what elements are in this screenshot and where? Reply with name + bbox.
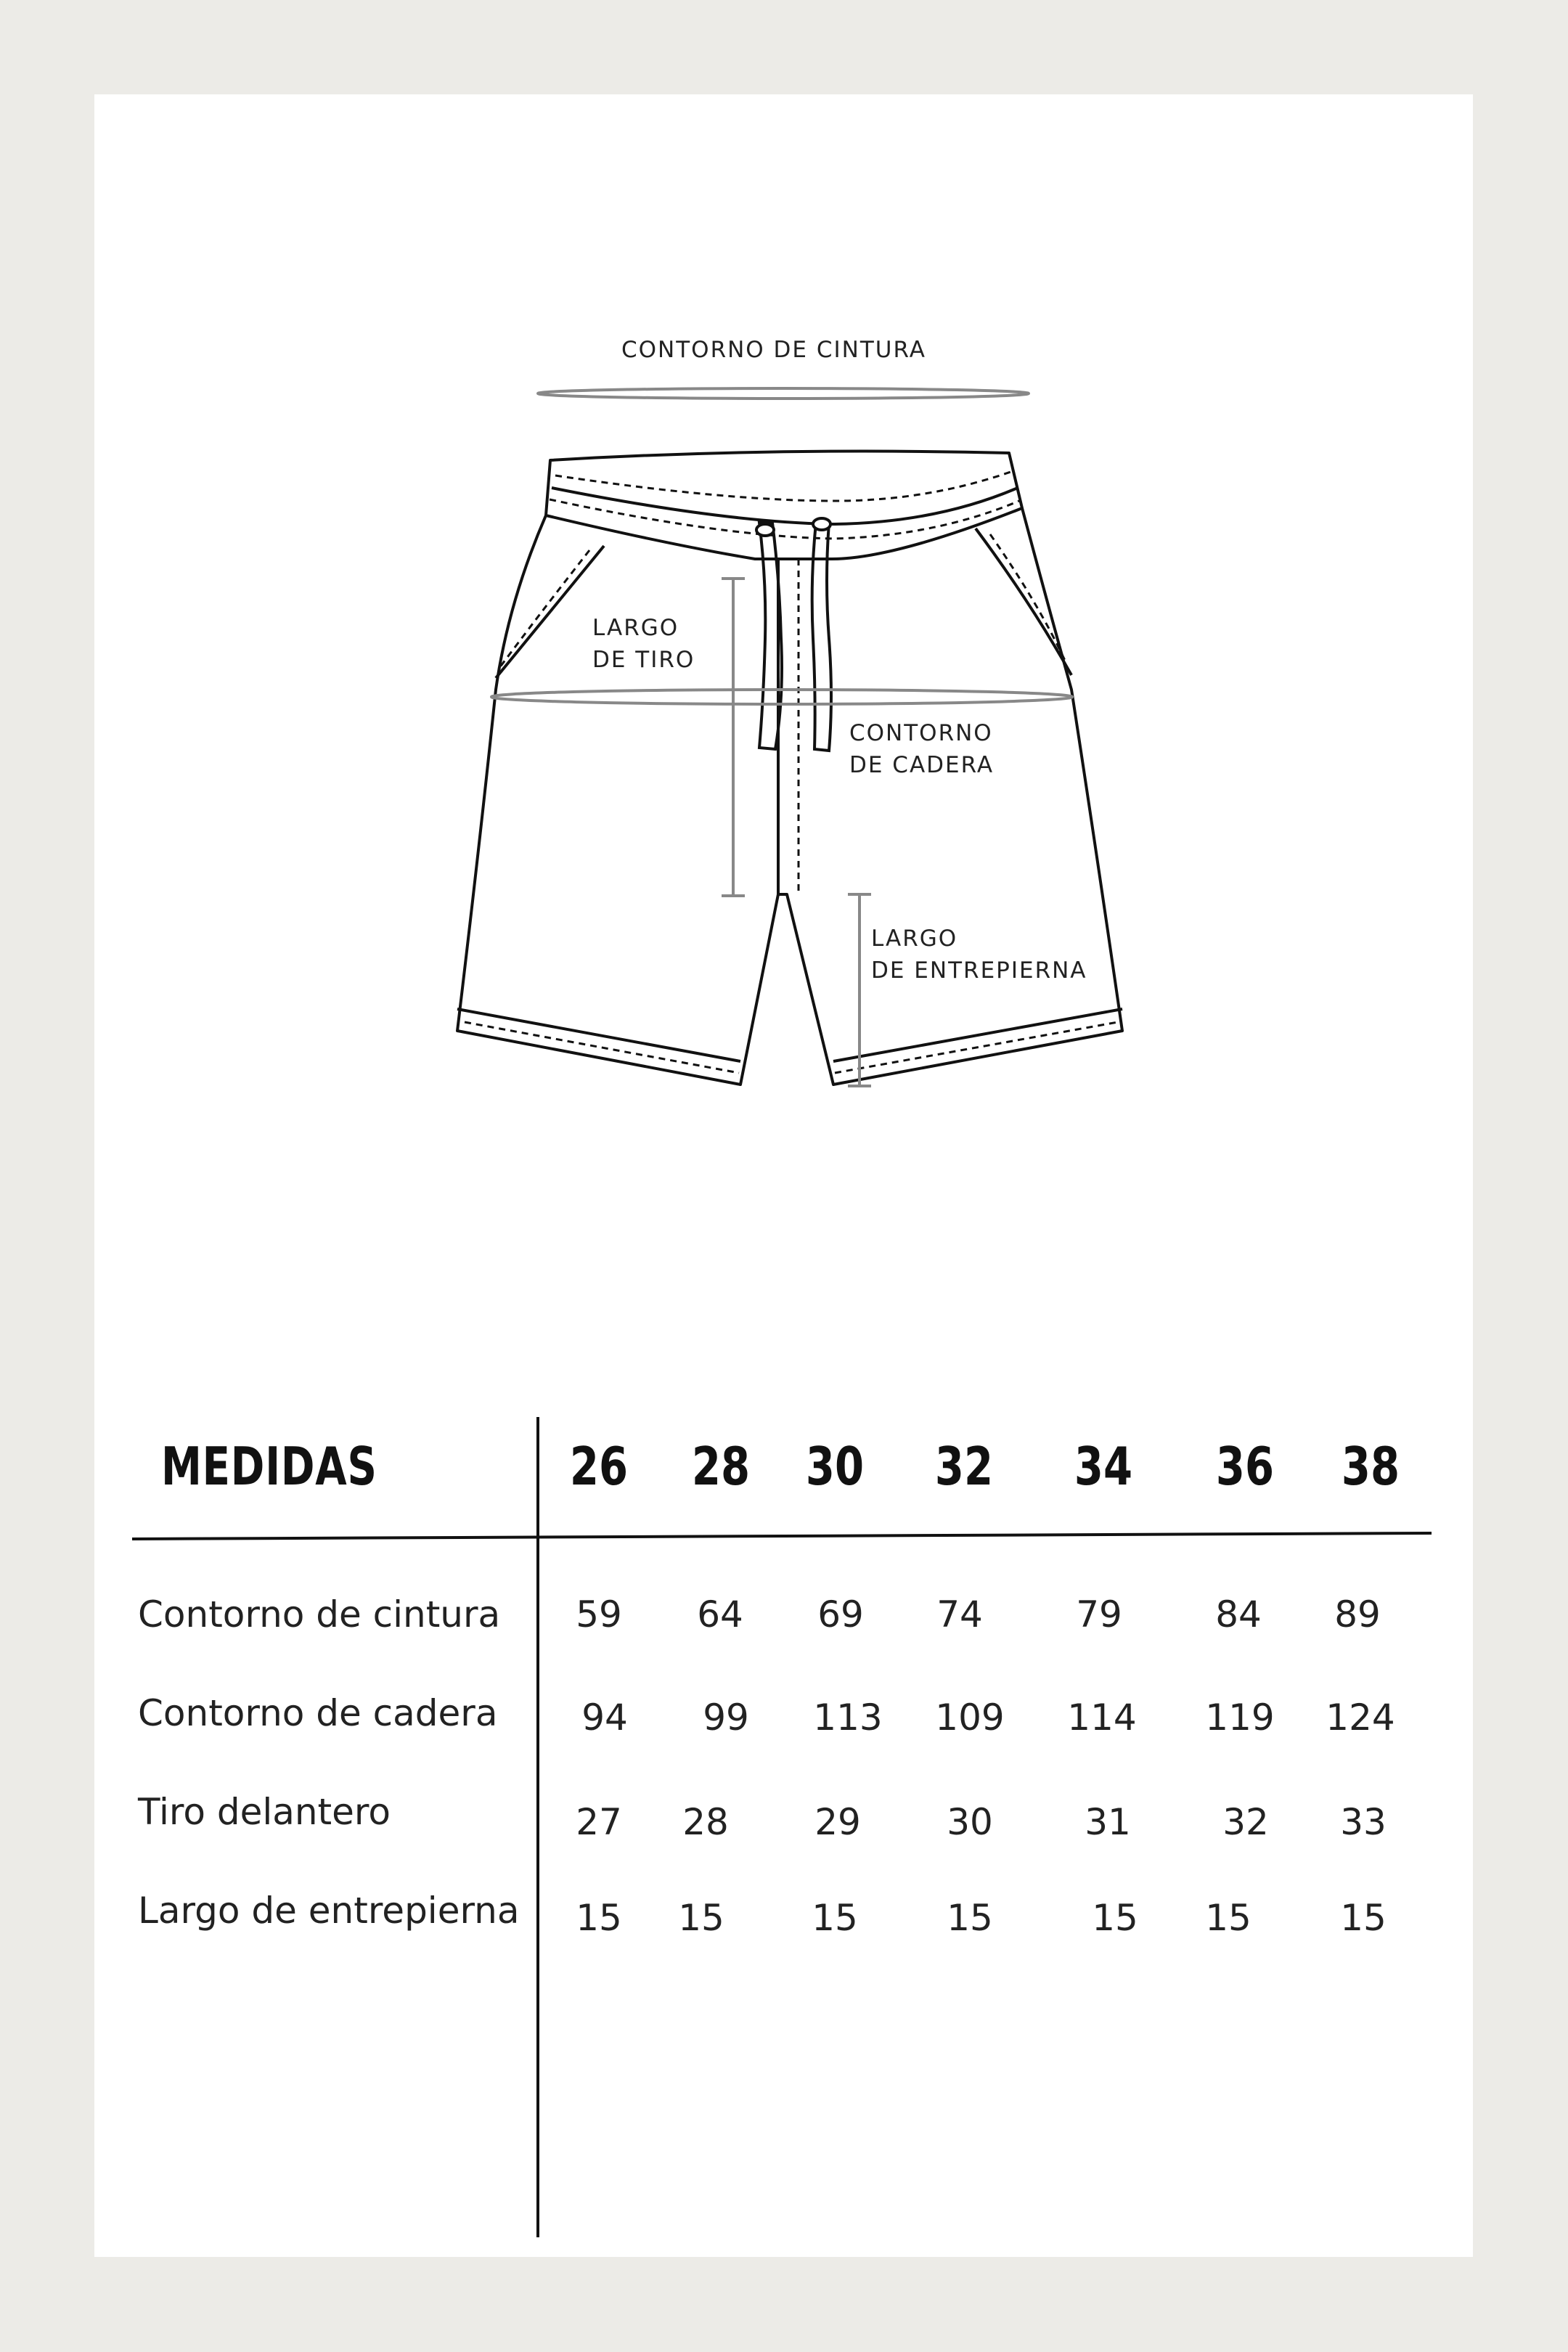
table-cell: 15: [947, 1897, 993, 1939]
table-cell: 15: [1340, 1897, 1387, 1939]
table-cell: 31: [1085, 1801, 1131, 1843]
table-cell: 69: [817, 1593, 864, 1636]
table-cell: 89: [1334, 1593, 1381, 1636]
size-header: 38: [1341, 1436, 1400, 1497]
row-label-rise: Tiro delantero: [138, 1791, 391, 1833]
table-cell: 15: [812, 1897, 858, 1939]
table-cell: 59: [576, 1593, 622, 1636]
row-label-waist: Contorno de cintura: [138, 1593, 501, 1636]
hip-label: CONTORNO DE CADERA: [849, 720, 995, 778]
left-hem-stitch: [465, 1022, 739, 1073]
table-cell: 94: [581, 1696, 628, 1739]
waist-measure-line: [538, 388, 1029, 399]
table-cell: 119: [1205, 1696, 1275, 1739]
table-cell: 15: [678, 1897, 724, 1939]
size-header: 28: [691, 1436, 751, 1497]
table-cell: 64: [697, 1593, 743, 1636]
right-hem: [833, 1009, 1122, 1061]
waistband-stitch-top: [555, 470, 1015, 501]
rise-label: LARGO DE TIRO: [592, 615, 695, 673]
drawstring-right: [812, 523, 831, 751]
table-cell: 30: [947, 1801, 993, 1843]
table-cell: 29: [814, 1801, 861, 1843]
table-cell: 15: [1205, 1897, 1251, 1939]
size-header: 26: [569, 1436, 629, 1497]
right-eyelet: [813, 518, 830, 530]
table-title: MEDIDAS: [161, 1436, 377, 1497]
waist-label: CONTORNO DE CINTURA: [621, 337, 926, 363]
left-hem: [457, 1009, 740, 1061]
table-header-rule: [132, 1533, 1432, 1539]
size-header: 36: [1215, 1436, 1275, 1497]
waistband-stitch-1: [552, 488, 1018, 524]
left-eyelet: [756, 524, 774, 536]
table-cell: 124: [1326, 1696, 1395, 1739]
size-header: 34: [1074, 1436, 1133, 1497]
size-header: 32: [934, 1436, 994, 1497]
table-cell: 109: [935, 1696, 1005, 1739]
table-cell: 74: [936, 1593, 983, 1636]
table-cell: 27: [576, 1801, 622, 1843]
table-cell: 15: [1092, 1897, 1138, 1939]
table-cell: 114: [1067, 1696, 1137, 1739]
table-cell: 79: [1076, 1593, 1122, 1636]
right-pocket: [976, 528, 1071, 675]
waistband-outline: [546, 452, 1022, 559]
table-cell: 99: [703, 1696, 749, 1739]
table-cell: 113: [813, 1696, 883, 1739]
size-header: 30: [805, 1436, 865, 1497]
table-cell: 33: [1340, 1801, 1387, 1843]
inseam-label: LARGO DE ENTREPIERNA: [871, 926, 1087, 984]
table-cell: 84: [1215, 1593, 1262, 1636]
row-label-inseam: Largo de entrepierna: [138, 1890, 520, 1932]
table-cell: 15: [576, 1897, 622, 1939]
right-hem-stitch: [835, 1022, 1118, 1073]
table-cell: 28: [682, 1801, 729, 1843]
row-label-hip: Contorno de cadera: [138, 1692, 498, 1734]
table-cell: 32: [1222, 1801, 1269, 1843]
